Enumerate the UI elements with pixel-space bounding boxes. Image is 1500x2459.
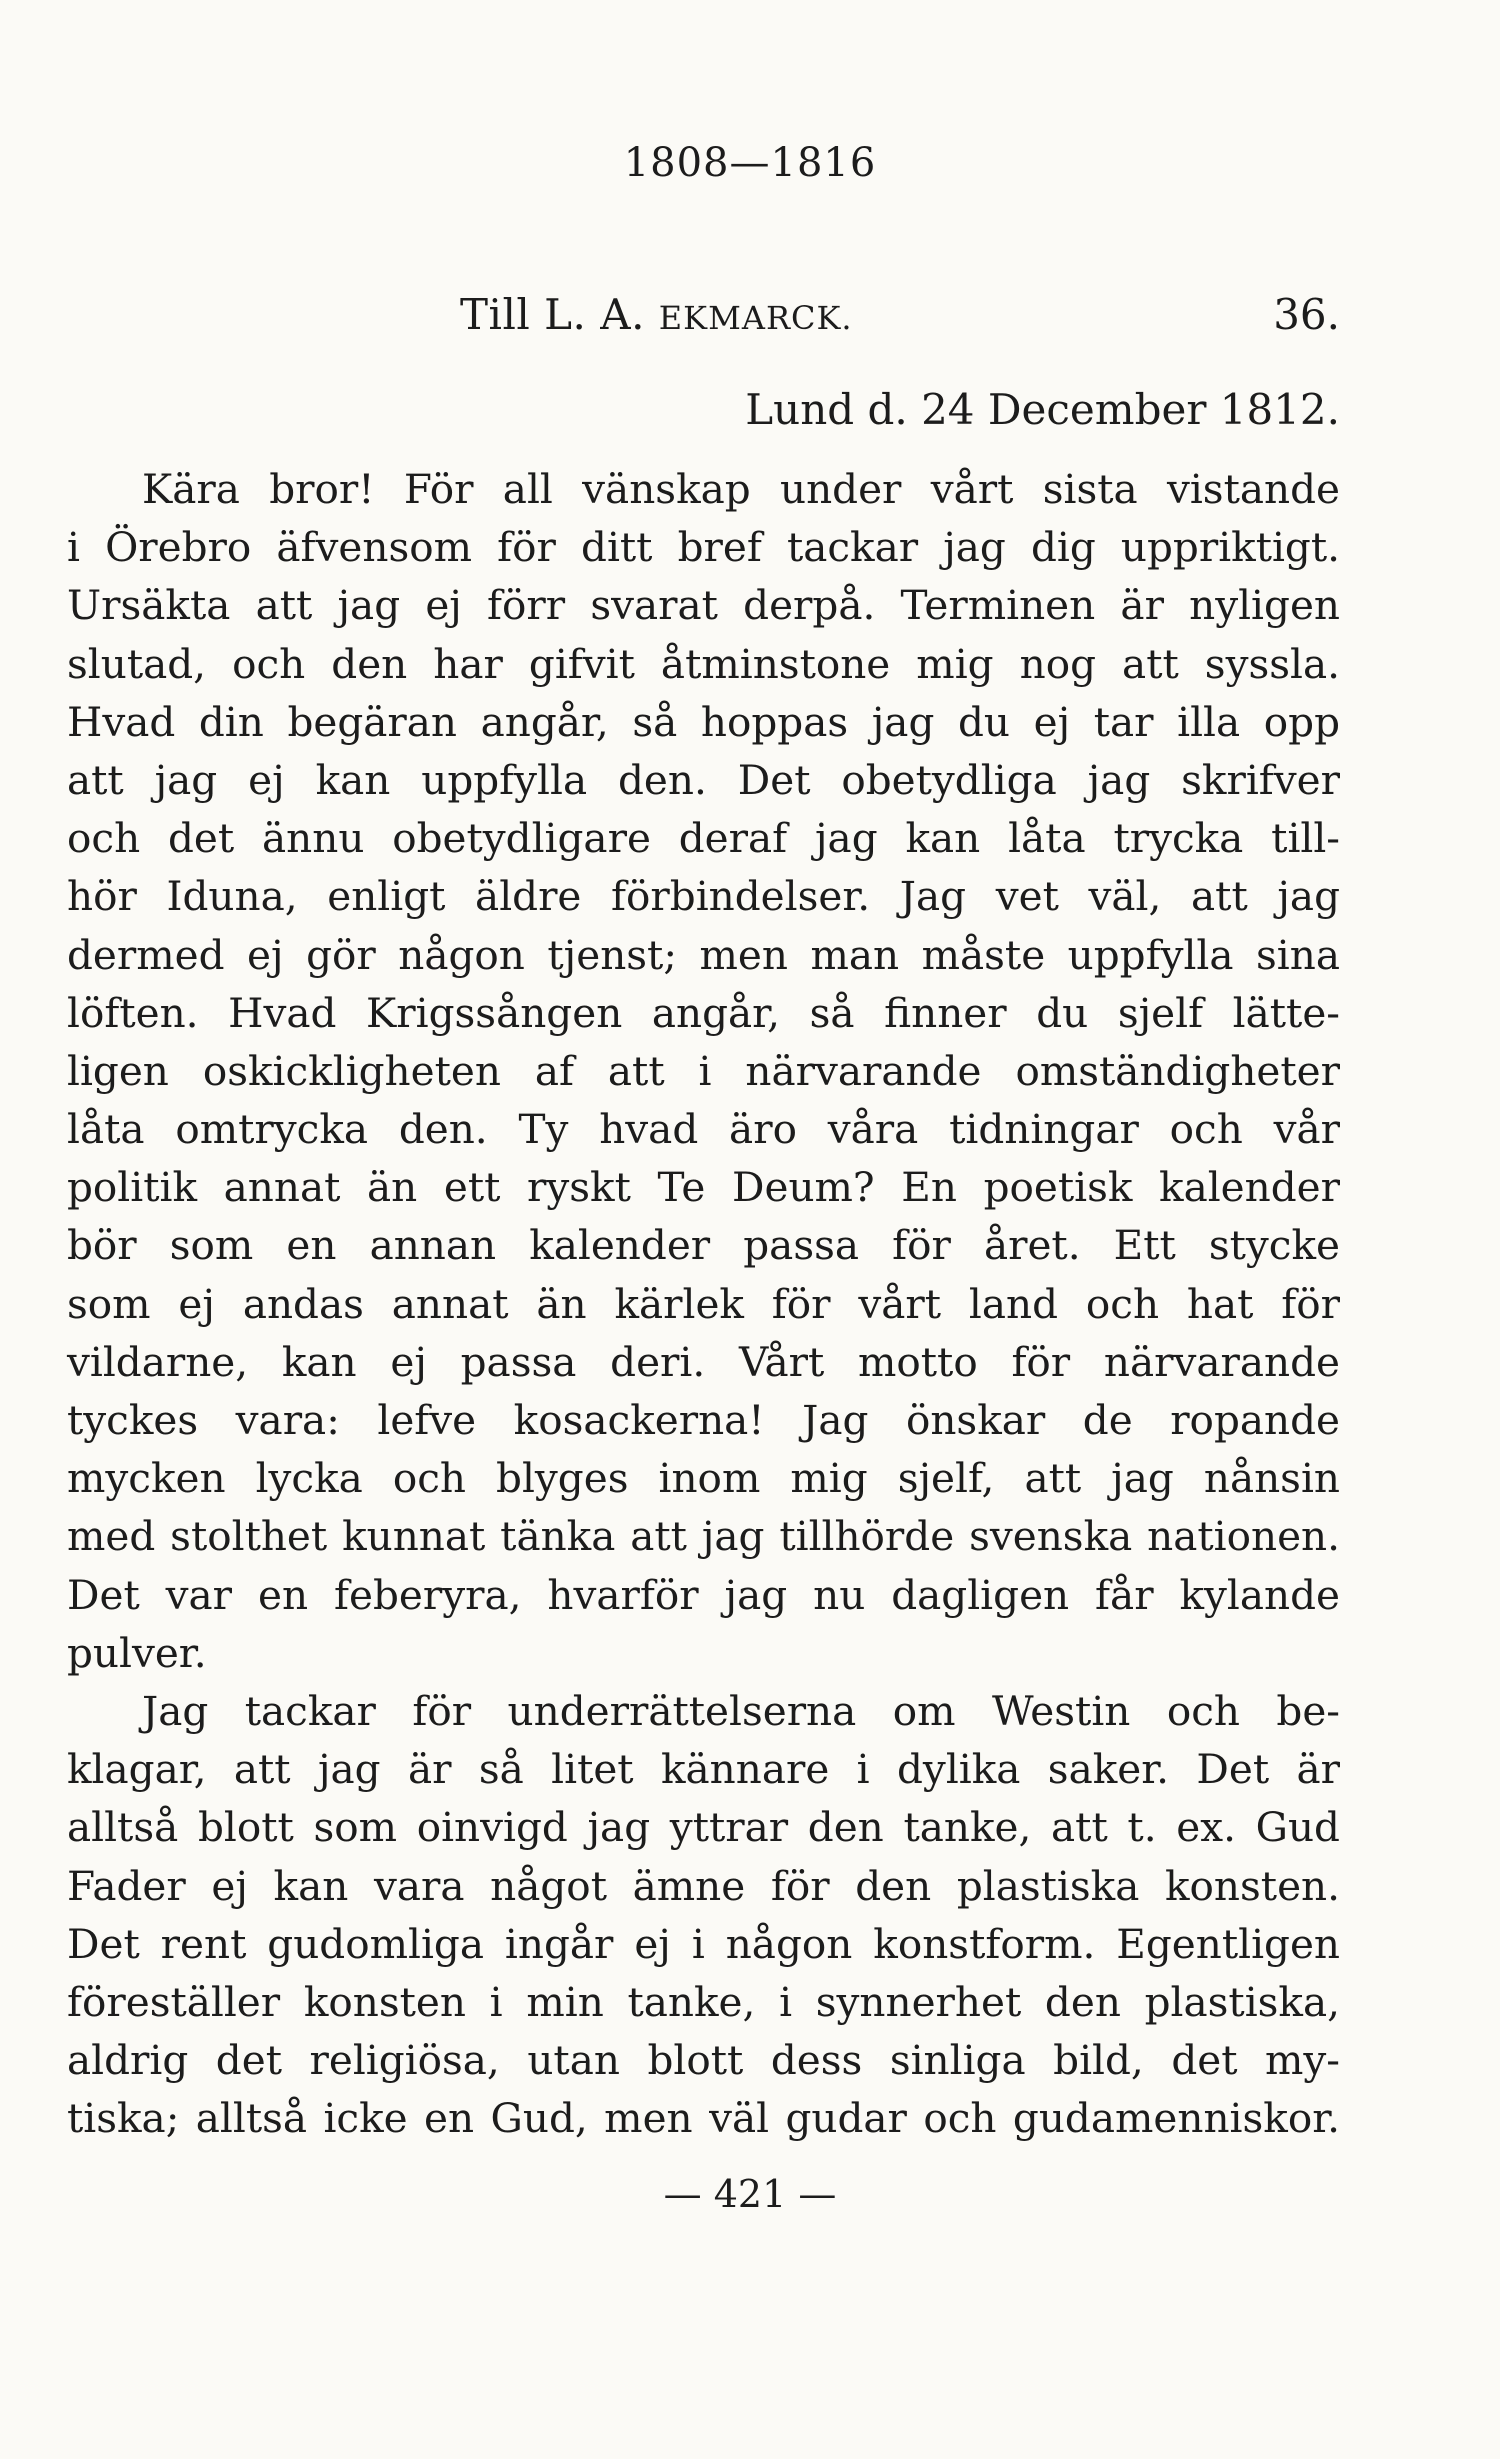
text-line: och det ännu obetydligare deraf jag kan låta trycka till- — [67, 814, 1340, 863]
paragraph-1 — [67, 460, 1340, 1682]
letter-recipient — [460, 290, 853, 339]
place-date: Lund d. 24 December 1812. — [745, 385, 1340, 434]
text-line: som ej andas annat än kärlek för vårt land och hat för — [67, 1279, 1340, 1328]
text-line: klagar, att jag är så litet kännare i dylika saker. Det är — [67, 1745, 1340, 1794]
text-line: att jag ej kan uppfylla den. Det obetydliga jag skrifver — [67, 755, 1340, 804]
text-line: bör som en annan kalender passa för året. Ett stycke — [67, 1221, 1340, 1270]
text-line: pulver. — [67, 1628, 207, 1677]
text-line: Kära bror! För all vänskap under vårt sista vistande — [142, 465, 1340, 513]
text-line: Det var en feberyra, hvarför jag nu dagligen får kylande — [67, 1570, 1340, 1619]
text-line: Ursäkta att jag ej förr svarat derpå. Terminen är nyligen — [67, 581, 1340, 630]
text-line: Fader ej kan vara något ämne för den plastiska konsten. — [67, 1861, 1340, 1910]
letter-body — [67, 460, 1340, 2147]
text-line: Jag tackar för underrättelserna om Westin och be- — [142, 1686, 1340, 1735]
text-line: aldrig det religiösa, utan blott dess sinliga bild, det my- — [67, 2036, 1340, 2085]
text-line: dermed ej gör någon tjenst; men man måste uppfylla sina — [67, 930, 1340, 979]
text-line: tyckes vara: lefve kosackerna! Jag önskar de ropande — [67, 1396, 1340, 1444]
text-line: i Örebro äfvensom för ditt bref tackar jag dig uppriktigt. — [67, 523, 1340, 572]
recipient-name: EKMARCK. — [658, 299, 853, 337]
text-line: låta omtrycka den. Ty hvad äro våra tidningar och vår — [67, 1105, 1340, 1154]
text-line: slutad, och den har gifvit åtminstone mig nog att syssla. — [67, 639, 1340, 688]
letter-heading — [460, 290, 1340, 350]
recipient-prefix: Till L. A. — [460, 290, 659, 339]
text-line: ligen oskickligheten af att i närvarande omständigheter — [67, 1046, 1340, 1095]
paragraph-2 — [67, 1682, 1340, 2148]
text-line: alltså blott som oinvigd jag yttrar den tanke, att t. ex. Gud — [67, 1803, 1340, 1852]
text-line: med stolthet kunnat tänka att jag tillhörde svenska nationen. — [67, 1512, 1340, 1561]
text-line: Hvad din begäran angår, så hoppas jag du ej tar illa opp — [67, 697, 1340, 746]
text-line: politik annat än ett ryskt Te Deum? En poetisk kalender — [67, 1163, 1340, 1212]
text-line: Det rent gudomliga ingår ej i någon konstform. Egentligen — [67, 1919, 1340, 1968]
text-line: löften. Hvad Krigssången angår, så finner du sjelf lätte- — [67, 988, 1340, 1037]
text-line: hör Iduna, enligt äldre förbindelser. Jag vet väl, att jag — [67, 872, 1340, 921]
letter-number: 36. — [1273, 290, 1340, 339]
page-number: — 421 — — [663, 2172, 837, 2216]
text-line: föreställer konsten i min tanke, i synnerhet den plastiska, — [67, 1977, 1340, 2026]
text-line: vildarne, kan ej passa deri. Vårt motto för närvarande — [67, 1337, 1340, 1386]
text-line: tiska; alltså icke en Gud, men väl gudar och gudamenniskor. — [67, 2094, 1340, 2143]
text-line: mycken lycka och blyges inom mig sjelf, att jag nånsin — [67, 1454, 1340, 1503]
running-head: 1808—1816 — [623, 140, 877, 186]
